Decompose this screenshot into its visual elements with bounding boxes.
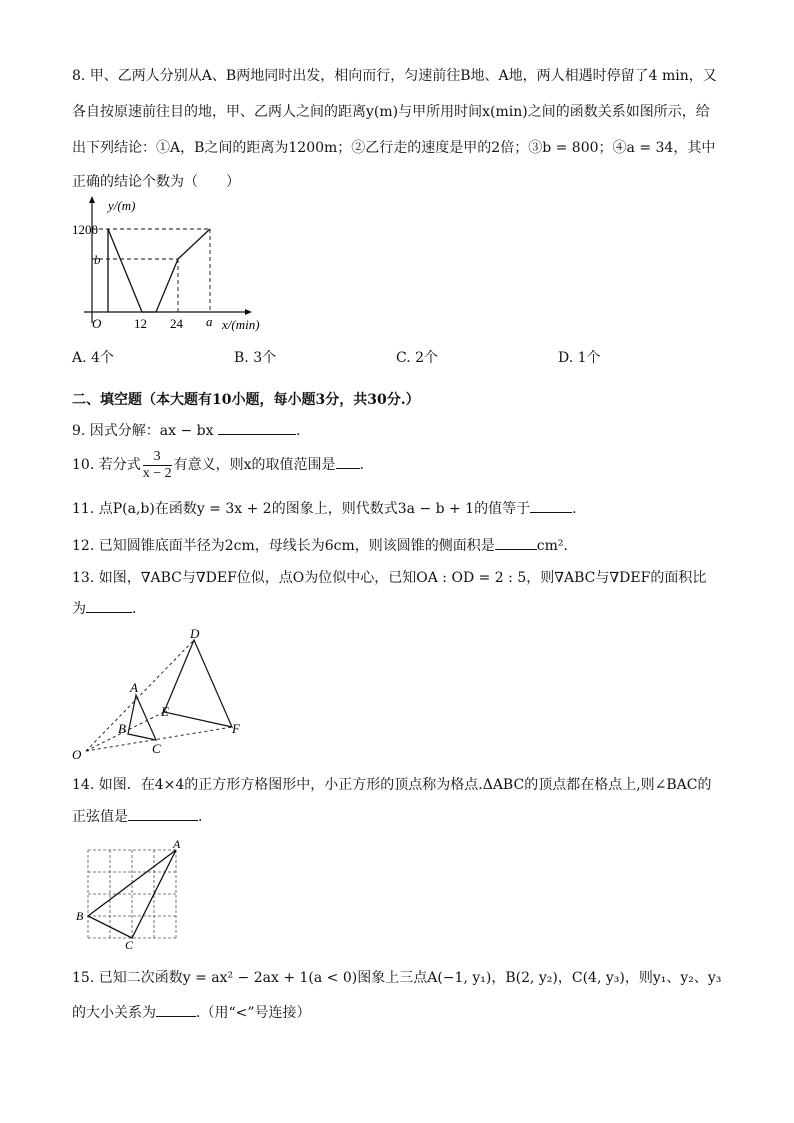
q10-numerator: 3 (143, 449, 172, 466)
q12 (72, 535, 578, 556)
q14-end: . (198, 809, 203, 825)
label-d: D (190, 626, 200, 641)
grid-label-a: A (173, 837, 181, 851)
q10-fraction (143, 449, 172, 482)
q15-end: .（用“<”号连接） (196, 1005, 311, 1021)
q8-line-1: 8. 甲、乙两人分别从A、B两地同时出发，相向而行，匀速前往B地、A地，两人相遇时停留了4 min，又 (72, 68, 717, 84)
section-heading: 二、填空题（本大题有10小题，每小题3分，共30分.） (72, 392, 420, 408)
y-axis-label: y/(m) (108, 198, 136, 213)
q14-line-1: 14. 如图．在4×4的正方形方格图形中，小正方形的顶点称为格点.ΔABC的顶点都在格点上,则∠BAC的 (72, 777, 712, 793)
y-tick-1200: 1200 (72, 222, 98, 237)
q8-line-2: 各自按原速前往目的地，甲、乙两人之间的距离y(m)与甲所用时间x(min)之间的函数关系如图所示，给 (72, 104, 710, 120)
q12-text: 12. 已知圆锥底面半径为2cm，母线长为6cm，则该圆锥的侧面积是 (72, 538, 495, 554)
q13-line-2 (72, 598, 136, 619)
option-a: A. 4个 (72, 350, 114, 366)
label-b: B (118, 721, 126, 736)
q10-answer-blank[interactable] (336, 454, 360, 469)
q9 (72, 420, 300, 441)
label-a: A (130, 680, 138, 695)
label-f: F (232, 721, 240, 736)
q14-grid-figure (74, 837, 194, 952)
q13-line-1: 13. 如图，∇ABC与∇DEF位似，点O为位似中心，已知OA : OD = 2 : 5，则∇ABC与∇DEF的面积比 (72, 570, 707, 586)
q12-answer-blank[interactable] (495, 535, 537, 550)
q15-line-2 (72, 1002, 311, 1023)
q14-line-2 (72, 806, 202, 827)
y-tick-b: b (94, 252, 101, 267)
x-tick-24: 24 (170, 316, 183, 331)
q14-answer-blank[interactable] (128, 806, 198, 821)
q8-line-4: 正确的结论个数为（ ） (72, 174, 240, 190)
option-c: C. 2个 (396, 350, 439, 366)
q9-answer-blank[interactable] (218, 420, 296, 435)
q12-end: cm²． (536, 538, 578, 554)
origin-label: O (92, 316, 102, 331)
grid-label-b: B (76, 909, 84, 923)
q15-answer-blank[interactable] (156, 1002, 196, 1017)
q8-line-3: 出下列结论：①A，B之间的距离为1200m；②乙行走的速度是甲的2倍；③b = 800；④a = 34，其中 (72, 140, 716, 156)
q10 (72, 446, 364, 484)
q13-end: . (132, 601, 137, 617)
x-tick-a: a (206, 314, 213, 329)
option-d: D. 1个 (558, 350, 601, 366)
label-e: E (161, 704, 169, 719)
q9-end: . (296, 423, 301, 439)
q10-suffix: 有意义，则x的取值范围是 (173, 457, 336, 473)
q13-homothety-figure (72, 625, 252, 765)
q11 (72, 498, 577, 519)
x-axis-label: x/(min) (222, 317, 260, 332)
q15-line-2-text: 的大小关系为 (72, 1005, 156, 1021)
grid-label-c: C (125, 938, 134, 952)
option-b: B. 3个 (234, 350, 277, 366)
q13-line-2-text: 为 (72, 601, 86, 617)
q14-line-2-text: 正弦值是 (72, 809, 128, 825)
q8-function-graph (70, 195, 280, 340)
q15-line-1: 15. 已知二次函数y = ax² − 2ax + 1(a < 0)图象上三点A(−1, y₁)，B(2, y₂)，C(4, y₃)，则y₁、y₂、y₃ (72, 970, 722, 986)
q9-text: 9. 因式分解：ax − bx (72, 423, 214, 439)
label-c: C (152, 741, 161, 756)
q10-denominator: x − 2 (142, 465, 172, 481)
label-o: O (72, 747, 82, 762)
q11-answer-blank[interactable] (530, 498, 572, 513)
x-tick-12: 12 (134, 316, 147, 331)
q10-prefix: 10. 若分式 (72, 457, 141, 473)
q11-end: . (572, 501, 577, 517)
q13-answer-blank[interactable] (86, 598, 132, 613)
q11-text: 11. 点P(a,b)在函数y = 3x + 2的图象上，则代数式3a − b + 1的值等于 (72, 501, 531, 517)
q10-end: . (359, 457, 364, 473)
